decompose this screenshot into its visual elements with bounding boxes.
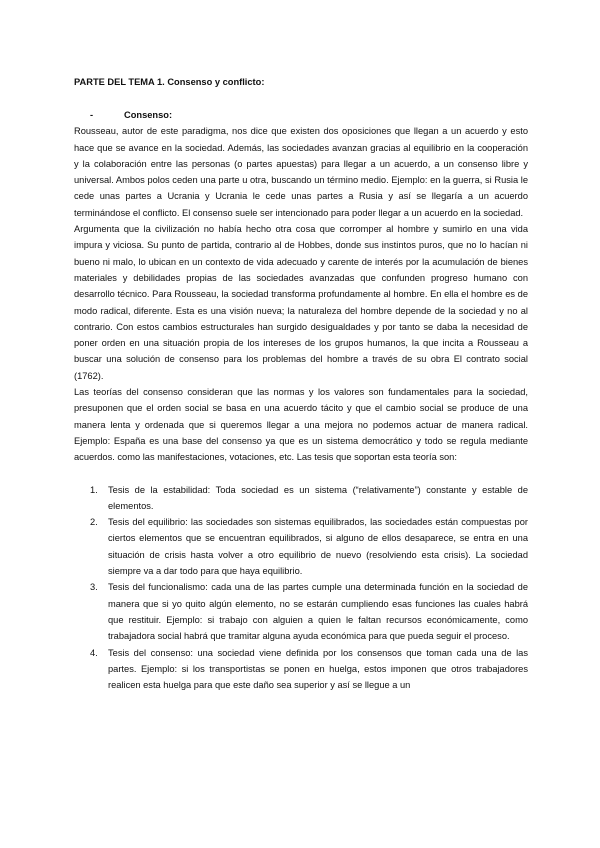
document-page xyxy=(74,74,528,693)
list-item xyxy=(74,514,528,579)
list-item xyxy=(74,482,528,515)
list-item-text: Tesis del consenso: una sociedad viene definida por los consensos que toman cada una de las partes. Ejemplo: si los transportistas se ponen en huelga, estos imponen que otros trabajadores realicen esta huelga para que este daño sea superior y así se llegue a un xyxy=(108,647,528,691)
theses-list xyxy=(74,482,528,694)
list-item-text: Tesis de la estabilidad: Toda sociedad es un sistema (“relativamente”) constante y estable de elementos. xyxy=(108,484,528,511)
list-number: 2. xyxy=(90,517,98,528)
paragraph-2: Argumenta que la civilización no había hecho otra cosa que corromper al hombre y sumirlo en una vida impura y viciosa. Su punto de partida, contrario al de Hobbes, donde sus instintos puros, que no lo hacían ni bueno ni malo, lo ubican en un contexto de vida adecuado y carente de interés por la acumulación de bienes materiales y debilidades propias de las sociedades avanzadas que confunden progreso humano con desarrollo técnico. Para Rousseau, la sociedad transforma profundamente al hombre. En ella el hombre es de modo radical, diferente. Esta es una visión nueva; la naturaleza del hombre depende de la sociedad y no al contrario. Con estos cambios estructurales han surgido desigualdades y por tanto se daba la necesidad de poner orden en una situación propia de los intereses de los grupos humanos, la que incita a Rousseau a buscar una solución de consenso para los problemas del hombre a través de su obra El contrato social (1762). xyxy=(74,224,528,381)
subheading-consenso: Consenso: xyxy=(124,110,173,120)
list-number: 3. xyxy=(90,582,98,593)
paragraph-1: Rousseau, autor de este paradigma, nos dice que existen dos oposiciones que llegan a un acuerdo y esto hace que se avance en la sociedad. Además, las sociedades avanzan gracias al equilibrio en la cooperación y la colaboración entre las personas (o partes apuestas) para llegar a un acuerdo, a un consenso libre y universal. Ambos polos ceden una parte u otra, buscando un término medio. Ejemplo: en la guerra, si Rusia le cede unas partes a Ucrania y Ucrania le cede unas partes a Rusia y así se llegaría a un acuerdo terminándose el conflicto. El consenso suele ser intencionado para poder llegar a un acuerdo en la sociedad. xyxy=(74,126,528,218)
section-heading: PARTE DEL TEMA 1. Consenso y conflicto: xyxy=(74,77,265,87)
list-item-text: Tesis del funcionalismo: cada una de las partes cumple una determinada función en la sociedad de manera que si yo quito algún elemento, no se estarán cumpliendo esas funciones las cuales habrá que restituir. Ejemplo: si trabajo con alguien a quien le faltan recursos económicamente, como trabajadora social habrá que tramitar alguna ayuda económica para que pueda seguir el proceso. xyxy=(108,582,528,642)
list-number: 1. xyxy=(90,484,98,495)
list-item xyxy=(74,645,528,694)
bullet-dash: - xyxy=(90,110,94,120)
list-number: 4. xyxy=(90,647,98,658)
subheading-row xyxy=(74,107,528,123)
list-item xyxy=(74,579,528,644)
paragraph-3: Las teorías del consenso consideran que las normas y los valores son fundamentales para la sociedad, presuponen que el orden social se basa en una acuerdo tácito y que el cambio social se produce de una manera lenta y ordenada que si queremos llegar a una mejora no podemos actuar de manera radical. Ejemplo: España es una base del consenso ya que es un sistema democrático y todo se regula mediante acuerdos. como las manifestaciones, votaciones, etc. Las tesis que soportan esta teoría son: xyxy=(74,387,528,463)
list-item-text: Tesis del equilibrio: las sociedades son sistemas equilibrados, las sociedades están compuestas por ciertos elementos que se encuentran equilibrados, si alguno de ellos desaparece, se entra en una situación de crisis hasta volver a otro equilibrio de nuevo (resolviendo esta crisis). La sociedad siempre va a dar todo para que haya equilibrio. xyxy=(108,517,528,577)
